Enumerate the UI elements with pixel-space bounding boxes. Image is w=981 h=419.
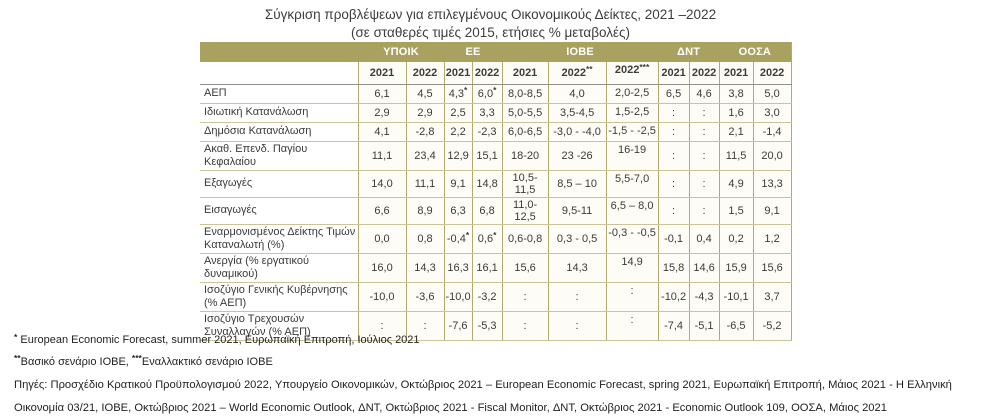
footnote: **Βασικό σενάριο ΙΟΒΕ, ***Εναλλακτικό σενάριο ΙΟΒΕ xyxy=(14,353,273,368)
value-cell: : xyxy=(502,282,548,311)
value-cell: 1,6 xyxy=(719,103,753,122)
value-cell: : xyxy=(358,311,406,340)
value-cell: : xyxy=(606,311,658,340)
year-header: 2021 xyxy=(719,62,753,84)
value-cell: 23,4 xyxy=(406,141,444,170)
value-cell: 8,9 xyxy=(406,197,444,224)
row-label: Ισοζύγιο Τρεχουσών Συναλλαγών (% ΑΕΠ) xyxy=(200,311,358,340)
footnotes xyxy=(14,333,420,376)
year-header: 2022 xyxy=(753,62,791,84)
value-cell: -3,6 xyxy=(406,282,444,311)
year-header: 2021 xyxy=(658,62,689,84)
value-cell: -3,0 - -4,0 xyxy=(548,122,606,141)
value-cell: 16-19 xyxy=(606,141,658,170)
table-row xyxy=(200,141,791,170)
value-cell: 8,5 – 10 xyxy=(548,170,606,197)
row-label: Εναρμονισμένος Δείκτης Τιμών Καταναλωτή (%) xyxy=(200,224,358,253)
year-header: 2021 xyxy=(444,62,472,84)
value-cell: 14,6 xyxy=(689,253,719,282)
table-title: Σύγκριση προβλέψεων για επιλεγμένους Οικονομικούς Δείκτες, 2021 –2022 xyxy=(264,7,717,22)
value-cell: 11,1 xyxy=(406,170,444,197)
value-cell: 15,9 xyxy=(719,253,753,282)
value-cell: : xyxy=(502,311,548,340)
value-cell: 0,2 xyxy=(719,224,753,253)
value-cell: 0,8 xyxy=(406,224,444,253)
year-header: 2022 xyxy=(406,62,444,84)
value-cell: -6,5 xyxy=(719,311,753,340)
value-cell: 10,5-11,5 xyxy=(502,170,548,197)
value-cell: 11,5 xyxy=(719,141,753,170)
row-label: ΑΕΠ xyxy=(200,84,358,103)
value-cell: -0,4* xyxy=(444,224,472,253)
asterisk-marker: * xyxy=(14,331,18,342)
indicator-column-spacer xyxy=(200,62,358,84)
value-cell: -5,3 xyxy=(472,311,502,340)
value-cell: 16,3 xyxy=(444,253,472,282)
value-cell: 0,0 xyxy=(358,224,406,253)
value-cell: 11,1 xyxy=(358,141,406,170)
table-row xyxy=(200,103,791,122)
table-row xyxy=(200,122,791,141)
value-cell: 6,8 xyxy=(472,197,502,224)
value-cell: 14,9 xyxy=(606,253,658,282)
value-cell: -7,4 xyxy=(658,311,689,340)
value-cell: 5,0-5,5 xyxy=(502,103,548,122)
value-cell: 14,3 xyxy=(548,253,606,282)
value-cell: 6,0* xyxy=(472,84,502,103)
table-row xyxy=(200,197,791,224)
value-cell: : xyxy=(548,282,606,311)
asterisk-marker: * xyxy=(464,85,468,95)
forecast-comparison-table xyxy=(200,42,792,341)
value-cell: 2,9 xyxy=(406,103,444,122)
row-label: Εισαγωγές xyxy=(200,197,358,224)
group-header-ΕΕ: ΕΕ xyxy=(444,42,502,62)
value-cell: 4,1 xyxy=(358,122,406,141)
value-cell: 9,1 xyxy=(444,170,472,197)
table-subtitle: (σε σταθερές τιμές 2015, ετήσιες % μεταβολές) xyxy=(350,25,631,40)
value-cell: 14,3 xyxy=(406,253,444,282)
asterisk-marker: ** xyxy=(14,353,21,363)
value-cell: 1,5 xyxy=(719,197,753,224)
value-cell: -10,1 xyxy=(719,282,753,311)
value-cell: 4,3* xyxy=(444,84,472,103)
asterisk-marker: *** xyxy=(131,353,142,363)
value-cell: 9,5-11 xyxy=(548,197,606,224)
value-cell: -0,3 - -0,5 xyxy=(606,224,658,253)
value-cell: : xyxy=(406,311,444,340)
value-cell: 5,5-7,0 xyxy=(606,170,658,197)
value-cell: 2,0-2,5 xyxy=(606,84,658,103)
value-cell: 16,1 xyxy=(472,253,502,282)
value-cell: 9,1 xyxy=(753,197,791,224)
value-cell: : xyxy=(689,103,719,122)
value-cell: -4,3 xyxy=(689,282,719,311)
row-label: Ακαθ. Επενδ. Παγίου Κεφαλαίου xyxy=(200,141,358,170)
value-cell: : xyxy=(689,170,719,197)
value-cell: 1,2 xyxy=(753,224,791,253)
value-cell: -3,2 xyxy=(472,282,502,311)
value-cell: 4,5 xyxy=(406,84,444,103)
value-cell: 20,0 xyxy=(753,141,791,170)
year-header: 2022*** xyxy=(606,62,658,84)
asterisk-marker: ** xyxy=(586,64,593,75)
value-cell: 11,0-12,5 xyxy=(502,197,548,224)
value-cell: -5,1 xyxy=(689,311,719,340)
value-cell: 0,4 xyxy=(689,224,719,253)
year-header: 2021 xyxy=(502,62,548,84)
value-cell: 4,6 xyxy=(689,84,719,103)
value-cell: 15,1 xyxy=(472,141,502,170)
band-spacer xyxy=(200,42,358,62)
table-head xyxy=(200,42,791,84)
value-cell: 0,6* xyxy=(472,224,502,253)
value-cell: 3,0 xyxy=(753,103,791,122)
value-cell: 2,5 xyxy=(444,103,472,122)
value-cell: -1,4 xyxy=(753,122,791,141)
value-cell: 4,0 xyxy=(548,84,606,103)
value-cell: : xyxy=(658,122,689,141)
value-cell: 15,6 xyxy=(753,253,791,282)
asterisk-marker: * xyxy=(493,230,497,240)
asterisk-marker: * xyxy=(465,230,470,240)
value-cell: : xyxy=(689,141,719,170)
value-cell: 8,0-8,5 xyxy=(502,84,548,103)
footnote: * European Economic Forecast, summer 2021, Ευρωπαϊκή Επιτροπή, Ιούλιος 2021 xyxy=(14,331,420,346)
value-cell: 6,1 xyxy=(358,84,406,103)
value-cell: -10,0 xyxy=(358,282,406,311)
year-header: 2022 xyxy=(472,62,502,84)
value-cell: 2,1 xyxy=(719,122,753,141)
sources-text: Πηγές: Προσχέδιο Κρατικού Προϋπολογισμού 2022, Υπουργείο Οικονομικών, Οκτώβριος 2021 – European Economic Forecast, spring 2021, Ευρωπαϊκή Επιτροπή, Μάιος 2021 - Η Ελληνική Οικονομία 03/21, ΙΟΒΕ, Οκτώβριος 2021 – World Economic Outlook, ΔΝΤ, Οκτώβριος 2021 - Fiscal Monitor, ΔΝΤ, Οκτώβριος 2021 - Economic Outlook 109, ΟΟΣΑ, Μάιος 2021 xyxy=(14,379,952,414)
value-cell: 16,0 xyxy=(358,253,406,282)
value-cell: 6,6 xyxy=(358,197,406,224)
row-label: Δημόσια Κατανάλωση xyxy=(200,122,358,141)
asterisk-marker: *** xyxy=(639,61,650,72)
value-cell: : xyxy=(658,170,689,197)
value-cell: 14,8 xyxy=(472,170,502,197)
row-label: Εξαγωγές xyxy=(200,170,358,197)
title-block xyxy=(0,6,981,42)
value-cell: -7,6 xyxy=(444,311,472,340)
value-cell: : xyxy=(689,122,719,141)
value-cell: 5,0 xyxy=(753,84,791,103)
value-cell: 3,3 xyxy=(472,103,502,122)
value-cell: : xyxy=(658,197,689,224)
value-cell: 2,2 xyxy=(444,122,472,141)
year-header: 2022 xyxy=(689,62,719,84)
value-cell: 0,3 - 0,5 xyxy=(548,224,606,253)
value-cell: 6,0-6,5 xyxy=(502,122,548,141)
value-cell: -10,2 xyxy=(658,282,689,311)
value-cell: 18-20 xyxy=(502,141,548,170)
value-cell: -2,8 xyxy=(406,122,444,141)
value-cell: 15,8 xyxy=(658,253,689,282)
group-header-ΟΟΣΑ: ΟΟΣΑ xyxy=(719,42,791,62)
value-cell: 4,9 xyxy=(719,170,753,197)
value-cell: 14,0 xyxy=(358,170,406,197)
value-cell: -0,1 xyxy=(658,224,689,253)
group-header-ΥΠΟΙΚ: ΥΠΟΙΚ xyxy=(358,42,444,62)
row-label: Ιδιωτική Κατανάλωση xyxy=(200,103,358,122)
value-cell: 13,3 xyxy=(753,170,791,197)
value-cell: -5,2 xyxy=(753,311,791,340)
table-row xyxy=(200,224,791,253)
value-cell: 23 -26 xyxy=(548,141,606,170)
year-header: 2022** xyxy=(548,62,606,84)
value-cell: 6,5 – 8,0 xyxy=(606,197,658,224)
asterisk-marker: * xyxy=(493,85,497,95)
table-row xyxy=(200,84,791,103)
value-cell: -1,5 - -2,5 xyxy=(606,122,658,141)
table-body xyxy=(200,84,791,340)
row-label: Ανεργία (% εργατικού δυναμικού) xyxy=(200,253,358,282)
value-cell: 6,3 xyxy=(444,197,472,224)
value-cell: -2,3 xyxy=(472,122,502,141)
group-header-ΔΝΤ: ΔΝΤ xyxy=(658,42,719,62)
value-cell: 12,9 xyxy=(444,141,472,170)
value-cell: : xyxy=(548,311,606,340)
year-header: 2021 xyxy=(358,62,406,84)
table-row xyxy=(200,170,791,197)
row-label: Ισοζύγιο Γενικής Κυβέρνησης (% ΑΕΠ) xyxy=(200,282,358,311)
value-cell: 1,5-2,5 xyxy=(606,103,658,122)
value-cell: 3,5-4,5 xyxy=(548,103,606,122)
value-cell: 2,9 xyxy=(358,103,406,122)
value-cell: 6,5 xyxy=(658,84,689,103)
value-cell: : xyxy=(658,103,689,122)
value-cell: 3,7 xyxy=(753,282,791,311)
value-cell: : xyxy=(689,197,719,224)
table-row xyxy=(200,282,791,311)
group-header-ΙΟΒΕ: ΙΟΒΕ xyxy=(502,42,658,62)
value-cell: : xyxy=(606,282,658,311)
table-row xyxy=(200,253,791,282)
value-cell: 15,6 xyxy=(502,253,548,282)
value-cell: 0,6-0,8 xyxy=(502,224,548,253)
value-cell: : xyxy=(658,141,689,170)
value-cell: -10,0 xyxy=(444,282,472,311)
value-cell: 3,8 xyxy=(719,84,753,103)
